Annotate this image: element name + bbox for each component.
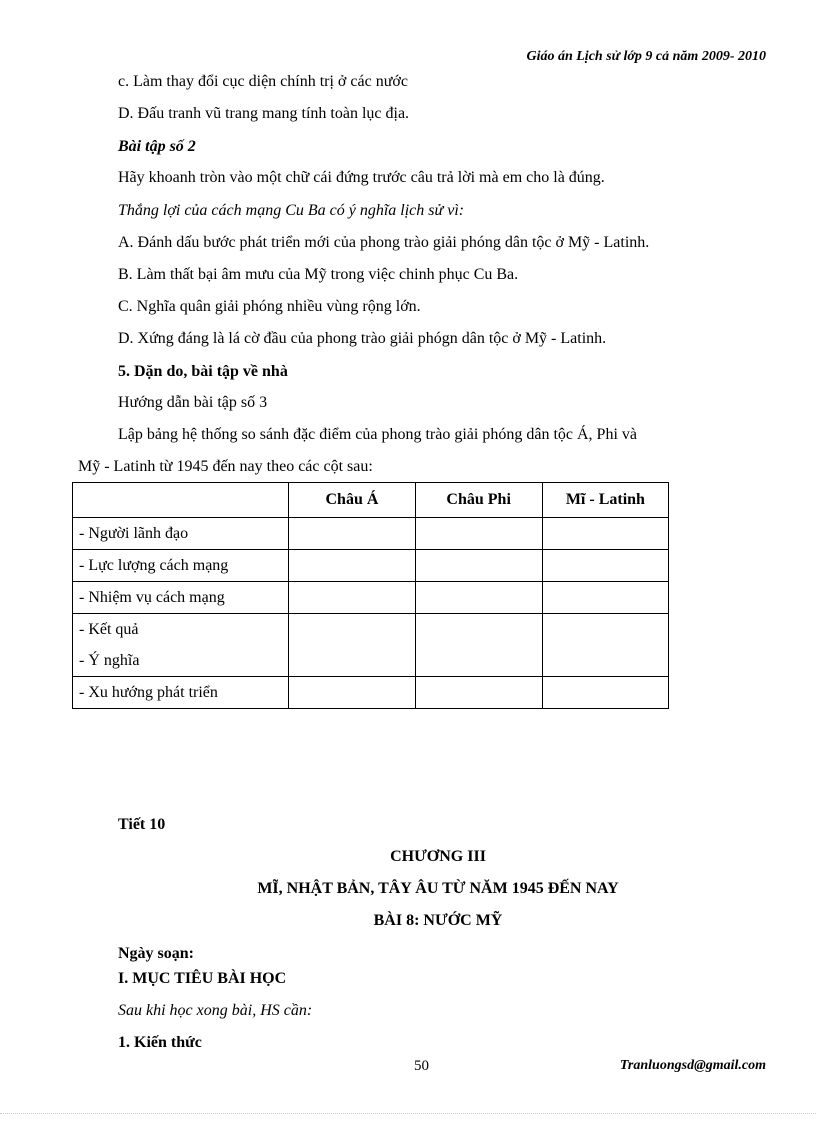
homework-title: 5. Dặn do, bài tập về nhà [118, 363, 288, 380]
comparison-table [72, 482, 669, 709]
table-row [73, 550, 669, 582]
table-row [73, 582, 669, 614]
page-number: 50 [414, 1058, 429, 1074]
option-b: B. Làm thất bại âm mưu của Mỹ trong việc chinh phục Cu Ba. [118, 266, 519, 283]
lesson-title: BÀI 8: NƯỚC MỸ [373, 912, 503, 929]
table-row-label: - Lực lượng cách mạng [73, 550, 289, 582]
knowledge-heading: 1. Kiến thức [118, 1034, 202, 1051]
table-cell [542, 677, 668, 709]
table-row [73, 614, 669, 677]
exercise-3-text-cont: Mỹ - Latinh từ 1945 đến nay theo các cột sau: [78, 458, 373, 475]
table-cell [415, 677, 542, 709]
exercise-2-instruction: Hãy khoanh tròn vào một chữ cái đứng trước câu trả lời mà em cho là đúng. [118, 169, 605, 186]
table-row [73, 677, 669, 709]
option-c: C. Nghĩa quân giải phóng nhiều vùng rộng lớn. [118, 298, 421, 315]
table-cell [289, 677, 415, 709]
option-d: D. Xứng đáng là lá cờ đầu của phong trào giải phógn dân tộc ở Mỹ - Latinh. [118, 330, 607, 347]
table-cell [415, 550, 542, 582]
table-cell [542, 582, 668, 614]
table-row-label-result: - Kết quả [79, 621, 139, 638]
table-cell [415, 614, 542, 677]
table-row-label: - Xu hướng phát triển [73, 677, 289, 709]
answer-d: D. Đấu tranh vũ trang mang tính toàn lục địa. [118, 105, 410, 122]
table-cell [415, 582, 542, 614]
exercise-3-text: Lập bảng hệ thống so sánh đặc điểm của phong trào giải phóng dân tộc Á, Phi và [118, 426, 637, 443]
table-cell [542, 518, 668, 550]
table-header-cell: Châu Phi [415, 483, 542, 518]
page-bottom-divider [0, 1113, 816, 1114]
footer-email: Tranluongsd@gmail.com [619, 1058, 766, 1073]
table-cell [289, 614, 415, 677]
table-row-label [73, 614, 289, 677]
table-header-cell: Mĩ - Latinh [542, 483, 668, 518]
exercise-2-question: Thắng lợi của cách mạng Cu Ba có ý nghĩa lịch sử vì: [118, 202, 465, 219]
table-cell [542, 550, 668, 582]
date-label: Ngày soạn: [118, 945, 195, 962]
table-row-label: - Nhiệm vụ cách mạng [73, 582, 289, 614]
table-cell [289, 518, 415, 550]
chapter-number: CHƯƠNG III [390, 848, 486, 865]
period-label: Tiết 10 [118, 816, 166, 833]
table-cell [415, 518, 542, 550]
table-header-cell: Châu Á [289, 483, 415, 518]
exercise-3-guide: Hướng dẫn bài tập số 3 [118, 394, 268, 411]
table-cell [289, 550, 415, 582]
chapter-title: MĨ, NHẬT BẢN, TÂY ÂU TỪ NĂM 1945 ĐẾN NAY [257, 880, 619, 897]
answer-c: c. Làm thay đổi cục diện chính trị ở các nước [118, 73, 408, 90]
table-row [73, 518, 669, 550]
objectives-intro: Sau khi học xong bài, HS cần: [118, 1002, 313, 1019]
table-cell [542, 614, 668, 677]
table-row-label: - Người lãnh đạo [73, 518, 289, 550]
table-cell [289, 582, 415, 614]
table-header-row [73, 483, 669, 518]
page-header: Giáo án Lịch sử lớp 9 cả năm 2009- 2010 [526, 49, 766, 64]
exercise-2-title: Bài tập số 2 [118, 138, 196, 155]
table-row-label-meaning: - Ý nghĩa [79, 652, 140, 669]
table-header-cell [73, 483, 289, 518]
option-a: A. Đánh dấu bước phát triển mới của phong trào giải phóng dân tộc ở Mỹ - Latinh. [118, 234, 650, 251]
objectives-heading: I. MỤC TIÊU BÀI HỌC [118, 970, 287, 987]
